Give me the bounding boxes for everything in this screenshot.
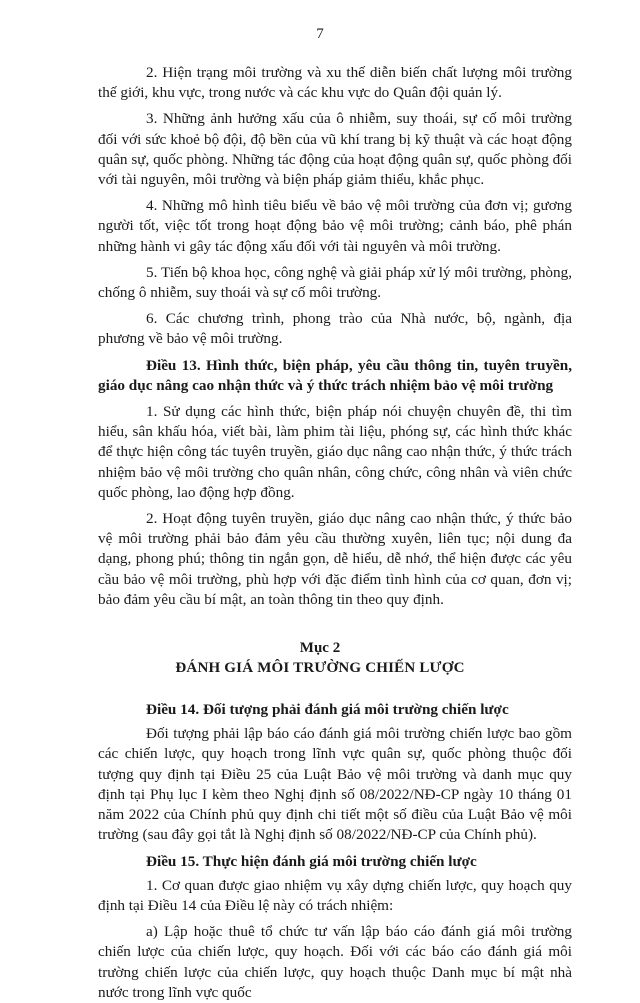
section-label: Mục 2 bbox=[299, 640, 341, 657]
paragraph-item-3: 3. Những ảnh hưởng xấu của ô nhiễm, suy thoái, sự cố môi trường đối với sức khoẻ bộ đội, độ bền của vũ khí trang bị kỹ thuật và các hoạt động quân sự, quốc phòng. Những tác động của hoạt động quân sự, quốc phòng đối với tài nguyên, môi trường và biện pháp giảm thiểu, khắc phục. bbox=[98, 110, 572, 189]
article-13-heading: Điều 13. Hình thức, biện pháp, yêu cầu thông tin, tuyên truyền, giáo dục nâng cao nhận thức và ý thức trách nhiệm bảo vệ môi trường bbox=[98, 356, 572, 394]
page-number: 7 bbox=[316, 26, 324, 42]
paragraph-item-6: 6. Các chương trình, phong trào của Nhà nước, bộ, ngành, địa phương về bảo vệ môi trường. bbox=[98, 310, 572, 348]
article-13-item-1: 1. Sử dụng các hình thức, biện pháp nói chuyện chuyên đề, thi tìm hiểu, sân khấu hóa, viết bài, làm phim tài liệu, phóng sự, các hình thức khác để thực hiện công tác tuyên truyền, giáo dục nâng cao nhận thức, ý thức trách nhiệm bảo vệ môi trường cho quân nhân, công chức, công nhân và viên chức quốc phòng, lao động hợp đồng. bbox=[98, 403, 572, 501]
paragraph-item-5: 5. Tiến bộ khoa học, công nghệ và giải pháp xử lý môi trường, phòng, chống ô nhiễm, suy thoái và sự cố môi trường. bbox=[98, 263, 572, 302]
article-13-item-2: 2. Hoạt động tuyên truyền, giáo dục nâng cao nhận thức, ý thức bảo vệ môi trường phải bảo đảm yêu cầu thường xuyên, liên tục; nội dung đa dạng, phong phú; thông tin ngắn gọn, dễ hiểu, dễ nhớ, thể hiện được các yêu cầu bảo vệ môi trường, phù hợp với đặc điểm tình hình của cơ quan, đơn vị; bảo đảm yêu cầu bí mật, an toàn thông tin theo quy định. bbox=[98, 510, 572, 608]
section-heading bbox=[68, 638, 572, 678]
article-14-body: Đối tượng phải lập báo cáo đánh giá môi trường chiến lược bao gồm các chiến lược, quy hoạch trong lĩnh vực quân sự, quốc phòng thuộc đối tượng quy định tại Điều 25 của Luật Bảo vệ môi trường và danh mục quy định tại Phụ lục I kèm theo Nghị định số 08/2022/NĐ-CP ngày 10 tháng 01 năm 2022 của Chính phủ quy định chi tiết một số điều của Luật Bảo vệ môi trường (sau đây gọi tắt là Nghị định số 08/2022/NĐ-CP của Chính phủ). bbox=[98, 725, 572, 844]
paragraph-item-4: 4. Những mô hình tiêu biểu về bảo vệ môi trường của đơn vị; gương người tốt, việc tốt trong hoạt động bảo vệ môi trường; cảnh báo, phê phán những hành vi gây tác động xấu đối với tài nguyên và môi trường. bbox=[98, 197, 572, 255]
article-15-heading: Điều 15. Thực hiện đánh giá môi trường chiến lược bbox=[146, 852, 477, 870]
paragraph-item-2: 2. Hiện trạng môi trường và xu thế diễn biến chất lượng môi trường thế giới, khu vực, trong nước và các khu vực do Quân đội quản lý. bbox=[98, 64, 572, 102]
section-title: ĐÁNH GIÁ MÔI TRƯỜNG CHIẾN LƯỢC bbox=[175, 660, 465, 677]
article-15-item-1a: a) Lập hoặc thuê tổ chức tư vấn lập báo cáo đánh giá môi trường chiến lược của chiến lược, quy hoạch. Đối với các báo cáo đánh giá môi trường chiến lược của chiến lược, quy hoạch thuộc Danh mục bí mật nhà nước trong lĩnh vực quốc bbox=[98, 923, 572, 1001]
article-15-item-1: 1. Cơ quan được giao nhiệm vụ xây dựng chiến lược, quy hoạch quy định tại Điều 14 của Điều lệ này có trách nhiệm: bbox=[98, 876, 572, 914]
article-14-heading: Điều 14. Đối tượng phải đánh giá môi trường chiến lược bbox=[146, 701, 509, 719]
